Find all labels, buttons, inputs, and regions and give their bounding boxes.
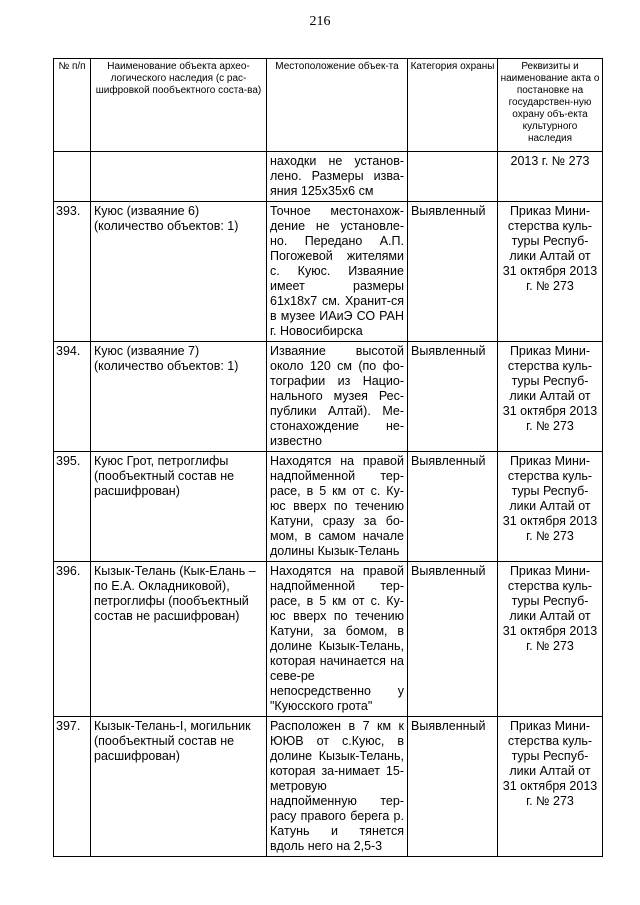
cell-act-details: Приказ Мини-стерства куль-туры Респуб-лики Алтай от 31 октября 2013 г. № 273 <box>498 342 603 452</box>
table-row <box>54 342 603 452</box>
cell-category: Выявленный <box>408 202 498 342</box>
cell-location: Точное местонахож-дение не установле-но. Передано А.П. Погожевой жителями с. Куюс. Изваяние имеет размеры 61х18х7 см. Хранит-ся в музее ИАиЭ СО РАН г. Новосибирска <box>267 202 408 342</box>
cell-number: 393. <box>54 202 91 342</box>
cell-number: 397. <box>54 717 91 857</box>
cell-object-name: Куюс Грот, петроглифы (пообъектный состав не расшифрован) <box>91 452 267 562</box>
header-number: № п/п <box>54 59 91 152</box>
cell-object-name <box>91 152 267 202</box>
cell-location: Изваяние высотой около 120 см (по фо-тографии из Нацио-нального музея Рес-публики Алтай). Ме-стонахождение не-известно <box>267 342 408 452</box>
table-row <box>54 717 603 857</box>
heritage-objects-table <box>53 58 603 857</box>
cell-location: находки не установ-лено. Размеры изва-яния 125х35х6 см <box>267 152 408 202</box>
cell-object-name: Куюс (изваяние 6) (количество объектов: 1) <box>91 202 267 342</box>
cell-category: Выявленный <box>408 452 498 562</box>
table-row <box>54 562 603 717</box>
cell-location: Расположен в 7 км к ЮЮВ от с.Куюс, в долине Кызык-Телань, которая за-нимает 15-метровую надпойменную тер-расу правого берега р. Катунь и тянется вдоль него на 2,5-3 <box>267 717 408 857</box>
header-act-details: Реквизиты и наименование акта о постановке на государствен-ную охрану объ-екта культурного наследия <box>498 59 603 152</box>
table-row-continuation <box>54 152 603 202</box>
cell-category: Выявленный <box>408 562 498 717</box>
cell-act-details: Приказ Мини-стерства куль-туры Респуб-лики Алтай от 31 октября 2013 г. № 273 <box>498 562 603 717</box>
cell-act-details: Приказ Мини-стерства куль-туры Респуб-лики Алтай от 31 октября 2013 г. № 273 <box>498 452 603 562</box>
header-location: Местоположение объек-та <box>267 59 408 152</box>
cell-location: Находятся на правой надпойменной тер-расе, в 5 км от с. Ку-юс вверх по течению Катуни, за бомом, в долине Кызык-Телань, которая начинается на севе-ре непосредственно у "Куюсского грота" <box>267 562 408 717</box>
cell-category <box>408 152 498 202</box>
cell-number: 394. <box>54 342 91 452</box>
cell-number: 395. <box>54 452 91 562</box>
header-object-name: Наименование объекта архео-логического наследия (с рас-шифровкой пообъектного соста-ва) <box>91 59 267 152</box>
page-number: 216 <box>309 14 331 29</box>
cell-act-details: 2013 г. № 273 <box>498 152 603 202</box>
table-row <box>54 452 603 562</box>
table-header-row <box>54 59 603 152</box>
cell-object-name: Кызык-Телань (Кык-Елань – по Е.А. Окладниковой), петроглифы (пообъектный состав не расшифрован) <box>91 562 267 717</box>
cell-object-name: Кызык-Телань-I, могильник (пообъектный состав не расшифрован) <box>91 717 267 857</box>
cell-category: Выявленный <box>408 717 498 857</box>
header-category: Категория охраны <box>408 59 498 152</box>
cell-number: 396. <box>54 562 91 717</box>
cell-object-name: Куюс (изваяние 7) (количество объектов: 1) <box>91 342 267 452</box>
cell-location: Находятся на правой надпойменной тер-расе, в 5 км от с. Ку-юс вверх по течению Катуни, сразу за бо-мом, в самом начале долины Кызык-Телань <box>267 452 408 562</box>
cell-act-details: Приказ Мини-стерства куль-туры Респуб-лики Алтай от 31 октября 2013 г. № 273 <box>498 717 603 857</box>
cell-category: Выявленный <box>408 342 498 452</box>
cell-act-details: Приказ Мини-стерства куль-туры Респуб-лики Алтай от 31 октября 2013 г. № 273 <box>498 202 603 342</box>
table-row <box>54 202 603 342</box>
cell-number <box>54 152 91 202</box>
